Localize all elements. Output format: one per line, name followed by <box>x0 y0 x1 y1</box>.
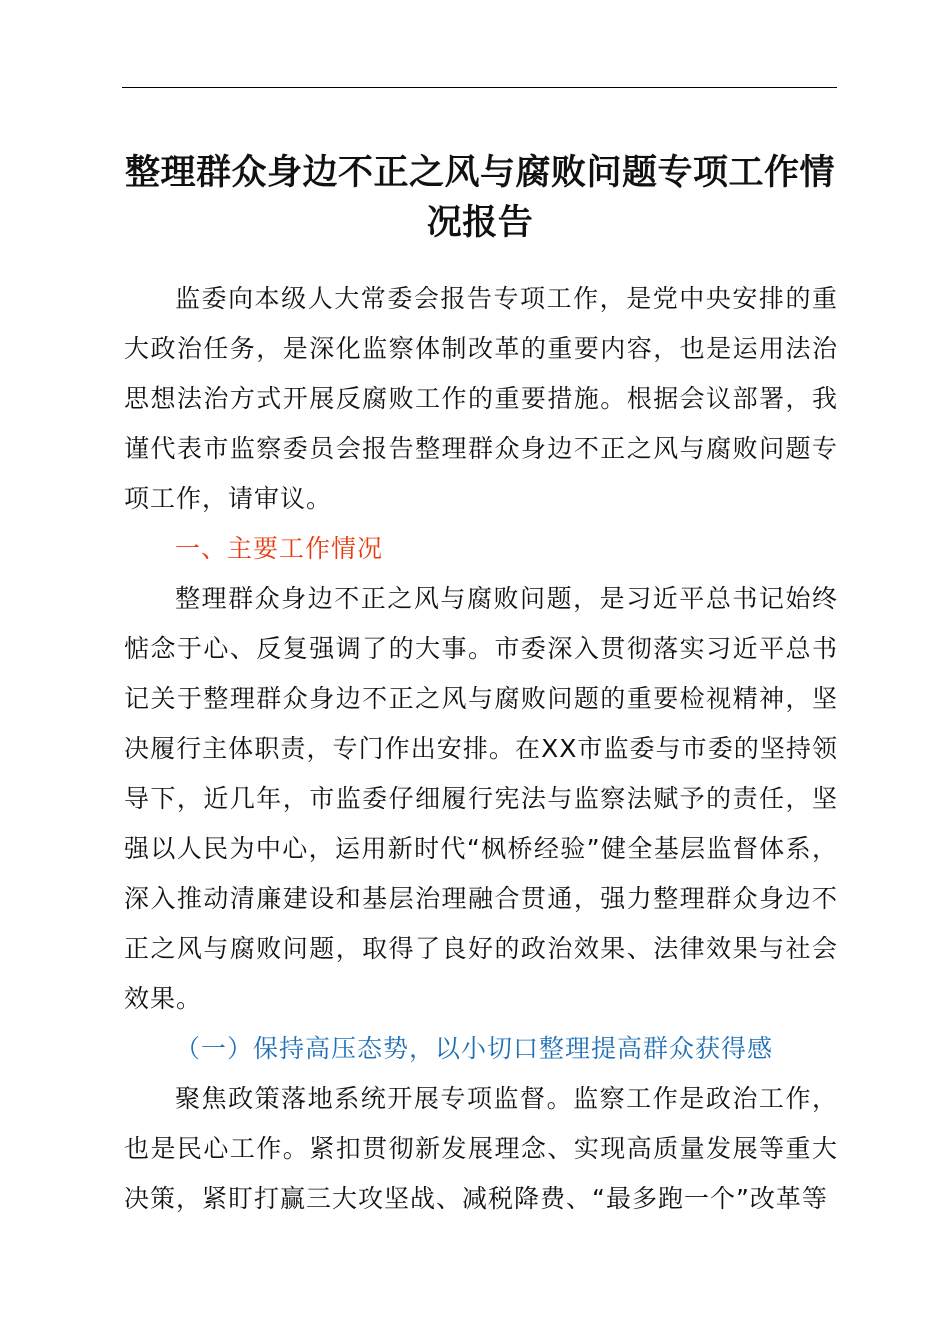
section-heading-main-work: 一、主要工作情况 <box>175 534 384 563</box>
section-paragraph-main-work: 整理群众身边不正之风与腐败问题，是习近平总书记始终惦念于心、反复强调了的大事。市委深入贯彻落实习近平总书记关于整理群众身边不正之风与腐败问题的重要检视精神，坚决履行主体职责，专门作出安排。在XX市监委与市委的坚持领导下，近几年，市监委仔细履行宪法与监察法赋予的责任，坚强以人民为中心，运用新时代“枫桥经验”健全基层监督体系，深入推动清廉建设和基层治理融合贯通，强力整理群众身边不正之风与腐败问题，取得了良好的政治效果、法律效果与社会效果。 <box>124 584 838 1013</box>
subsection-heading-high-pressure: （一）保持高压态势，以小切口整理提高群众获得感 <box>175 1034 774 1063</box>
intro-paragraph: 监委向本级人大常委会报告专项工作，是党中央安排的重大政治任务，是深化监察体制改革的重要内容，也是运用法治思想法治方式开展反腐败工作的重要措施。根据会议部署，我谨代表市监察委员会报告整理群众身边不正之风与腐败问题专项工作，请审议。 <box>124 284 838 513</box>
document-body <box>124 274 838 1224</box>
subsection-paragraph-high-pressure: 聚焦政策落地系统开展专项监督。监察工作是政治工作，也是民心工作。紧扣贯彻新发展理念、实现高质量发展等重大决策，紧盯打赢三大攻坚战、减税降费、“最多跑一个”改革等 <box>124 1084 838 1213</box>
document-title: 整理群众身边不正之风与腐败问题专项工作情况报告 <box>124 153 835 243</box>
header-rule <box>122 87 837 88</box>
